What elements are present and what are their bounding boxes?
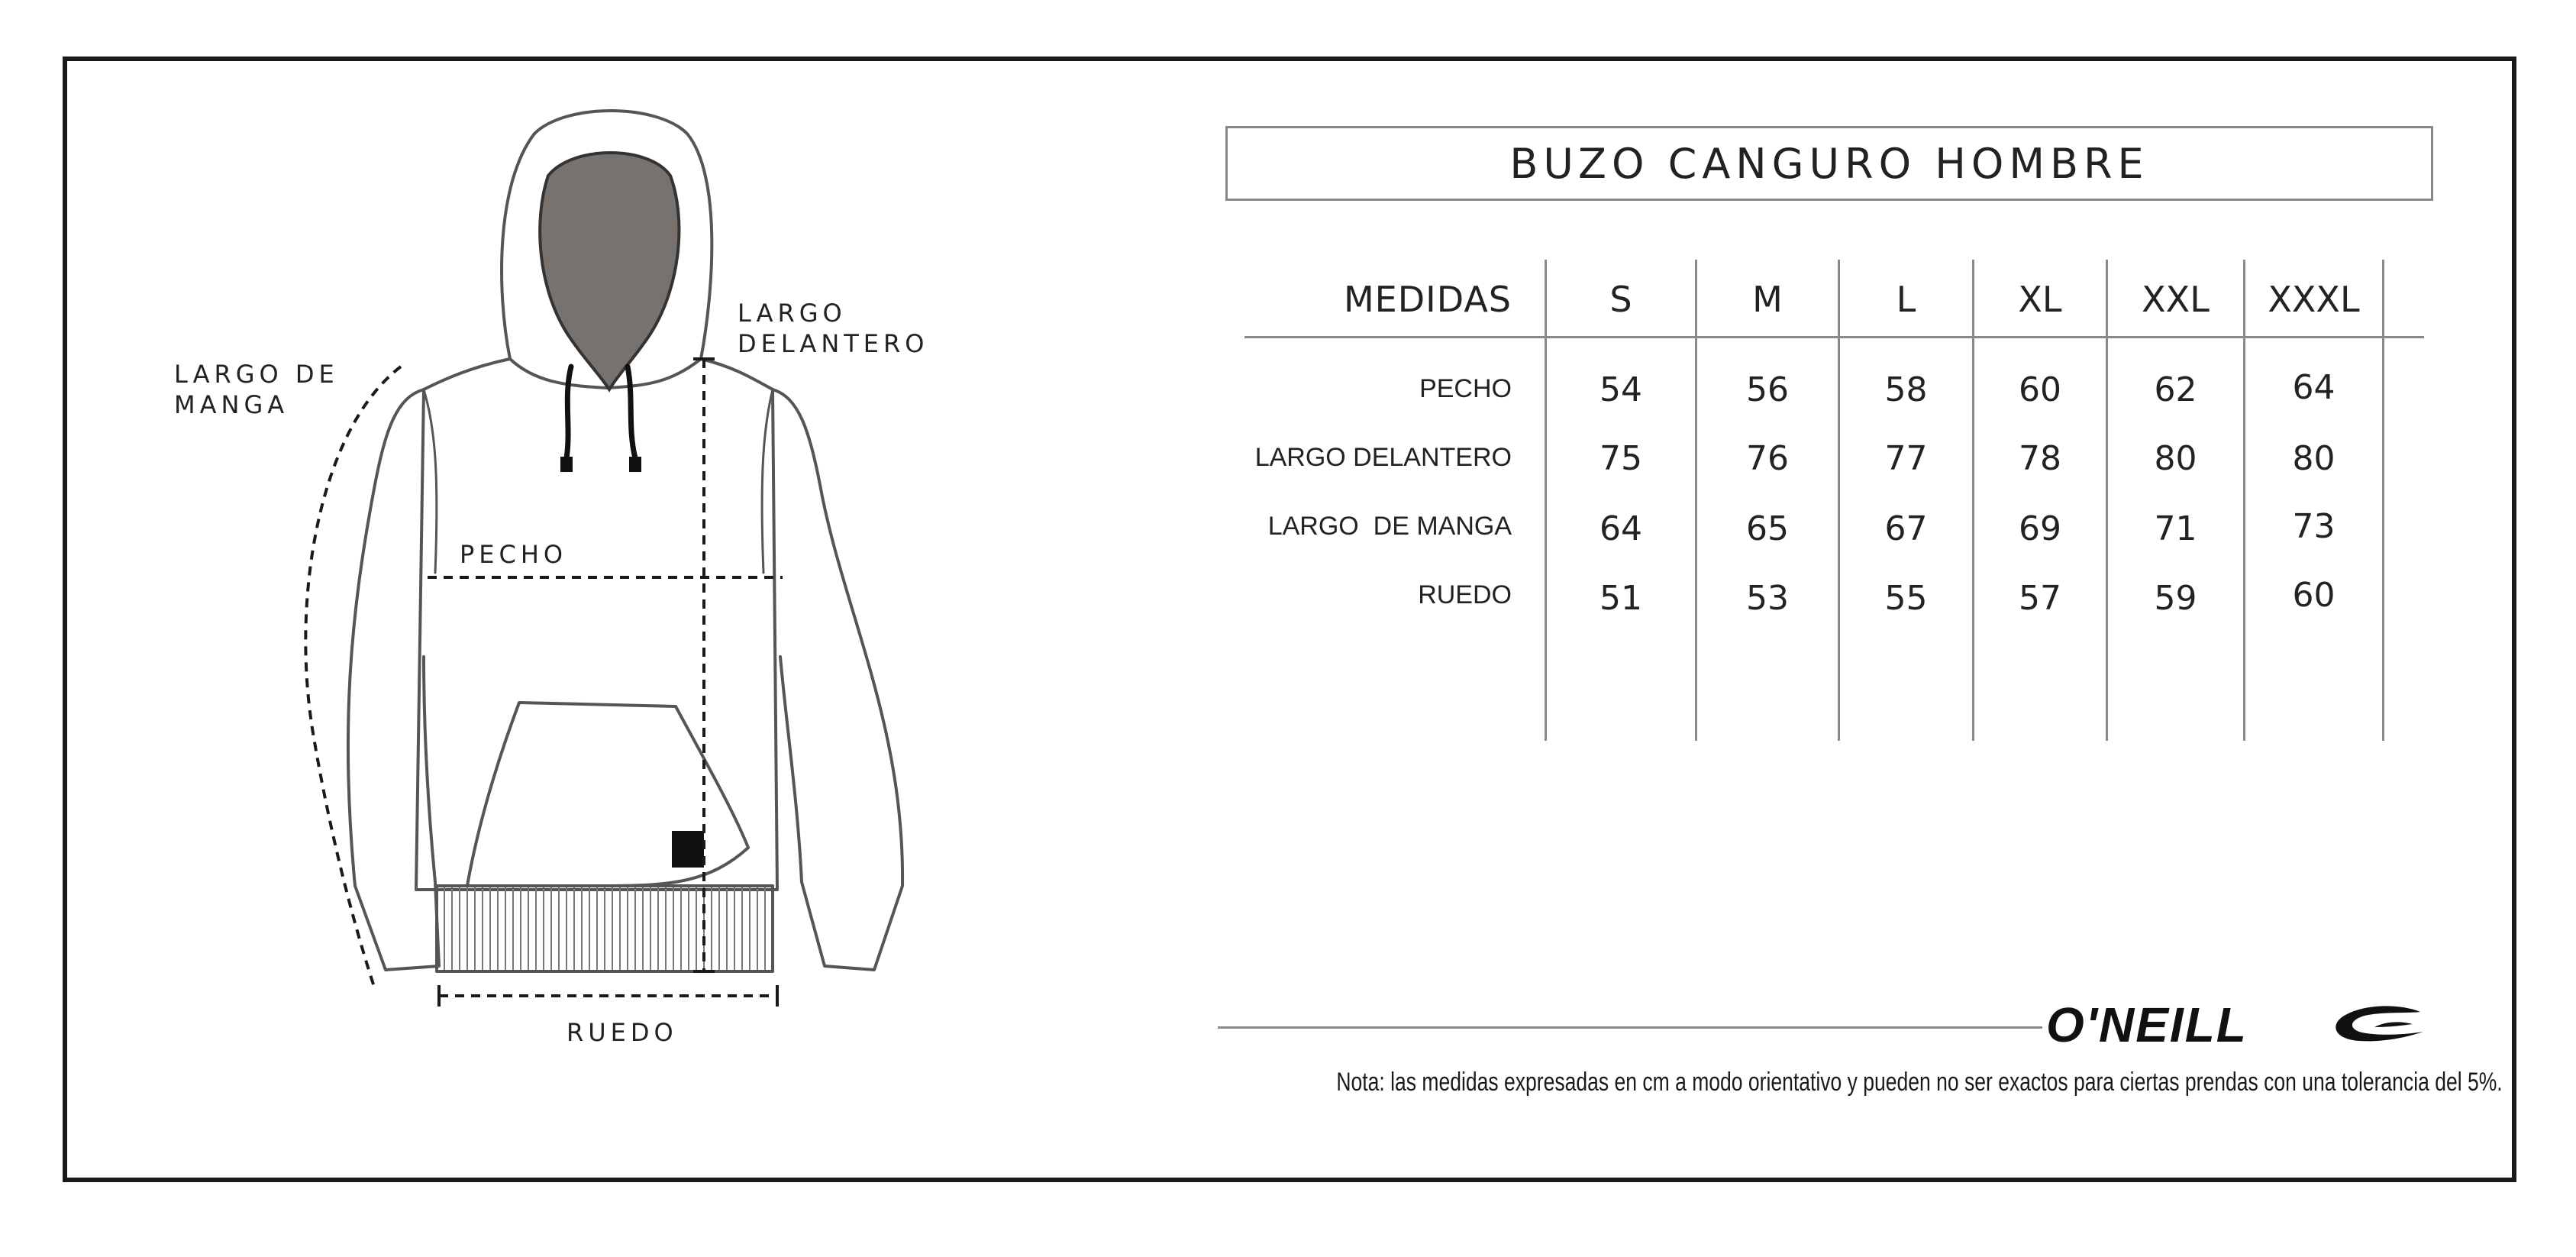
label-largo-delantero-line1: LARGO xyxy=(738,299,847,328)
header-size-l: L xyxy=(1896,279,1916,320)
column-divider xyxy=(2382,260,2384,741)
table-cell: 54 xyxy=(1600,370,1642,409)
table-cell: 55 xyxy=(1884,579,1928,618)
header-medidas: MEDIDAS xyxy=(1343,279,1512,320)
header-size-xl: XL xyxy=(2018,279,2062,320)
table-cell: 56 xyxy=(1746,370,1789,409)
table-cell: 62 xyxy=(2154,370,2197,409)
kangaroo-pocket xyxy=(467,703,748,886)
table-cell: 69 xyxy=(2019,509,2061,548)
row-label-ruedo: RUEDO xyxy=(1418,580,1512,609)
row-label-pecho: PECHO xyxy=(1419,374,1512,403)
table-cell: 60 xyxy=(2292,576,2336,615)
brand-patch-icon xyxy=(672,831,704,868)
column-divider xyxy=(2243,260,2245,741)
label-largo-de-manga-line2: MANGA xyxy=(174,390,289,419)
waistband-ribs xyxy=(444,887,765,970)
header-divider xyxy=(1244,336,2424,338)
table-cell: 80 xyxy=(2154,439,2197,478)
footer-divider xyxy=(1218,1026,2042,1029)
left-sleeve-outline xyxy=(348,389,439,970)
title-box xyxy=(1225,126,2433,201)
table-cell: 67 xyxy=(1884,509,1928,548)
drawstring-tip-left xyxy=(560,457,573,472)
table-cell: 59 xyxy=(2154,579,2197,618)
label-ruedo: RUEDO xyxy=(567,1018,678,1047)
measure-largo-manga xyxy=(305,367,401,987)
table-cell: 64 xyxy=(1600,509,1642,548)
header-size-xxxl: XXXL xyxy=(2268,279,2360,320)
label-largo-delantero-line2: DELANTERO xyxy=(738,329,929,358)
table-cell: 51 xyxy=(1600,579,1642,618)
table-cell: 75 xyxy=(1600,439,1642,478)
table-cell: 78 xyxy=(2019,439,2061,478)
wave-logo-icon xyxy=(2329,1004,2426,1047)
hood-lining xyxy=(540,153,679,389)
label-largo-de-manga xyxy=(174,359,339,420)
table-cell: 73 xyxy=(2292,507,2336,546)
disclaimer-note: Nota: las medidas expresadas en cm a modo orientativo y pueden no ser exactos para ciertas prendas con una tolerancia del 5%. xyxy=(1336,1068,2503,1097)
row-label-largo-de-manga: LARGO DE MANGA xyxy=(1267,512,1512,541)
table-cell: 57 xyxy=(2019,579,2061,618)
size-table xyxy=(1244,260,2424,741)
table-cell: 65 xyxy=(1746,509,1789,548)
header-size-s: S xyxy=(1609,279,1632,320)
table-cell: 64 xyxy=(2292,368,2336,407)
column-divider xyxy=(1972,260,1974,741)
right-sleeve-outline xyxy=(773,389,902,970)
table-cell: 80 xyxy=(2292,439,2336,478)
column-divider xyxy=(2106,260,2108,741)
table-cell: 58 xyxy=(1884,370,1928,409)
header-size-m: M xyxy=(1752,279,1783,320)
label-pecho: PECHO xyxy=(460,540,568,569)
table-cell: 77 xyxy=(1884,439,1928,478)
column-divider xyxy=(1838,260,1840,741)
table-cell: 76 xyxy=(1746,439,1789,478)
brand-logo-text: O'NEILL xyxy=(2046,997,2248,1052)
column-divider xyxy=(1545,260,1547,741)
column-divider xyxy=(1695,260,1697,741)
table-cell: 60 xyxy=(2019,370,2061,409)
table-cell: 53 xyxy=(1746,579,1789,618)
drawstring-tip-right xyxy=(629,457,641,472)
row-label-largo-delantero: LARGO DELANTERO xyxy=(1254,443,1512,472)
label-largo-de-manga-line1: LARGO DE xyxy=(174,360,339,389)
body-outline xyxy=(416,359,777,890)
chart-title: BUZO CANGURO HOMBRE xyxy=(1509,139,2149,188)
table-cell: 71 xyxy=(2154,509,2197,548)
label-largo-delantero xyxy=(738,298,928,359)
header-size-xxl: XXL xyxy=(2142,279,2210,320)
